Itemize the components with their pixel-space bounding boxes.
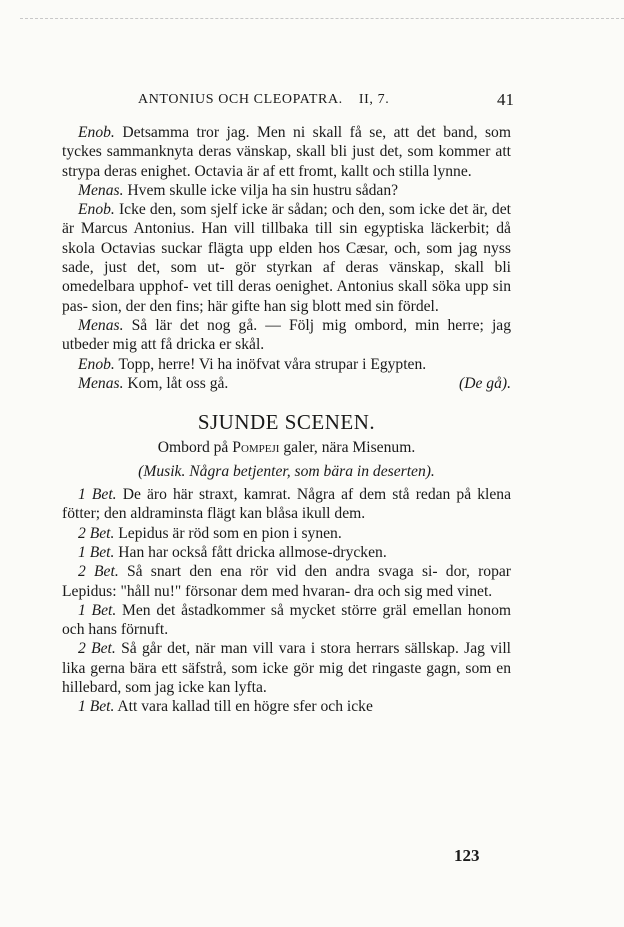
- speech-bet1-3: 1 Bet. Men det åstadkommer så mycket större gräl emellan honom och hans förnuft.: [62, 601, 512, 639]
- page-body: [62, 123, 511, 717]
- speaker-name: 1 Bet.: [78, 601, 117, 619]
- speaker-name: 1 Bet.: [78, 486, 117, 504]
- speech-enob-3: Enob. Topp, herre! Vi ha inöfvat våra strupar i Egypten.: [78, 355, 427, 373]
- speaker-name: 2 Bet.: [78, 640, 116, 658]
- speech-bet1-4: 1 Bet. Att vara kallad till en högre sfer och icke: [78, 698, 373, 716]
- exit-stage-direction: (De gå).: [459, 374, 511, 392]
- page-number: 41: [497, 90, 514, 109]
- top-rule: [20, 18, 624, 19]
- speaker-name: Menas.: [78, 181, 124, 199]
- speaker-name: 1 Bet.: [78, 543, 115, 561]
- speaker-name: Menas.: [78, 374, 124, 392]
- speaker-name: 1 Bet.: [78, 698, 115, 716]
- speaker-name: 2 Bet.: [78, 524, 115, 542]
- act-scene-ref: II, 7.: [358, 92, 390, 107]
- speech-menas-3: Menas. Kom, låt oss gå. (De gå).: [78, 374, 511, 392]
- speaker-name: Enob.: [78, 355, 115, 373]
- speech-bet1-1: 1 Bet. De äro här straxt, kamrat. Några af dem stå redan på klena fötter; den aldraminsta flägt kan blåsa ikull dem.: [62, 486, 512, 523]
- speaker-name: 2 Bet.: [78, 563, 119, 581]
- scene-title: SJUNDE SCENEN.: [197, 410, 376, 435]
- speaker-name: Menas.: [78, 316, 124, 334]
- speech-bet1-2: 1 Bet. Han har också fått dricka allmose-drycken.: [78, 543, 387, 561]
- speech-enob-1: Enob. Detsamma tror jag. Men ni skall få se, att det band, som tyckes sammanknyta deras vänskap, skall bli just det, som kommer att strypa deras enighet. Octavia är af ett fromt, kallt och stilla lynne.: [62, 124, 511, 180]
- scene-stage-direction: (Musik. Några betjenter, som bära in deserten).: [138, 462, 435, 480]
- scene-location: Ombord på Pompeji galer, nära Misenum.: [157, 439, 416, 457]
- speaker-name: Enob.: [78, 201, 115, 219]
- speech-bet2-2: 2 Bet. Så snart den ena rör vid den andra svaga si- dor, ropar Lepidus: "håll nu!" försonar dem med hvaran- dra och sig med vinet.: [62, 563, 511, 600]
- signature-number: 123: [454, 846, 480, 865]
- running-header: [138, 92, 514, 108]
- running-title: ANTONIUS OCH CLEOPATRA.: [138, 92, 343, 107]
- speech-menas-2: Menas. Så lär det nog gå. — Följ mig ombord, min herre; jag utbeder mig att få dricka er skål.: [62, 316, 512, 354]
- speech-enob-2: Enob. Icke den, som sjelf icke är sådan; och den, som icke det är, det är Marcus Antonius. Han vill tillbaka till sin egyptiska läckerbit; då skola Octavias suckar flägta upp elden hos Cæsar, och, som jag nyss sade, just det, som ut- gör styrkan af deras vänskap, skall bli omedelbara upphof- vet till deras oenighet. Antonius skall söka upp sin pas- sion, der den fins; här gifte han sig blott med sin fördel.: [62, 201, 511, 315]
- speech-bet2-3: 2 Bet. Så går det, när man vill vara i stora herrars sällskap. Jag vill lika gerna bära ett säfstrå, som icke gör mig det ringaste gagn, som en hillebard, som jag icke kan lyfta.: [62, 640, 512, 697]
- speech-bet2-1: 2 Bet. Lepidus är röd som en pion i synen.: [78, 524, 342, 542]
- speaker-name: Enob.: [78, 124, 115, 141]
- speech-menas-1: Menas. Hvem skulle icke vilja ha sin hustru sådan?: [78, 181, 399, 199]
